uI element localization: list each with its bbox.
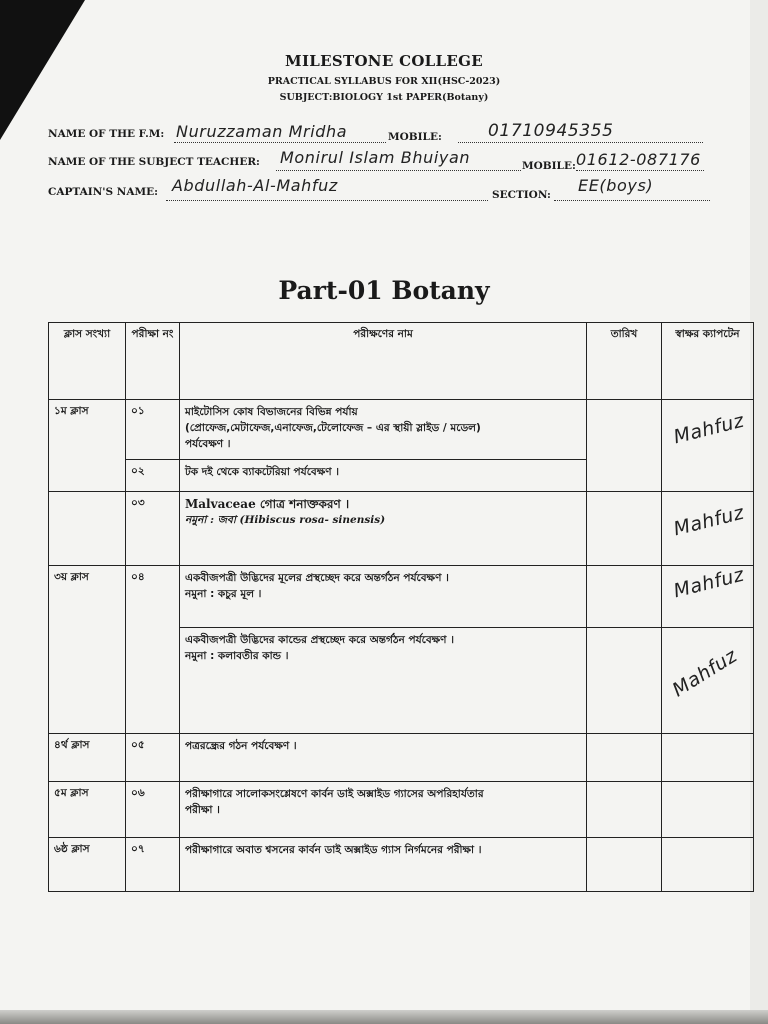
- exp-line: মাইটোসিস কোষ বিভাজনের বিভিন্ন পর্যায়: [185, 406, 358, 418]
- exp-line: পরীক্ষাগারে অবাত শ্বসনের কার্বন ডাই অক্সাইড গ্যাস নির্গমনের পরীক্ষা ।: [185, 844, 482, 856]
- exp-line: একবীজপত্রী উদ্ভিদের কান্ডের প্রস্থচ্ছেদ করে অন্তর্গঠন পর্যবেক্ষণ ।: [185, 634, 454, 646]
- syllabus-title: PRACTICAL SYLLABUS FOR XII(HSC-2023): [267, 76, 501, 87]
- header-class-no: ক্লাস সংখ্যা: [49, 323, 126, 400]
- sign-cell: [662, 400, 754, 492]
- sign-cell: [662, 734, 754, 782]
- exp-name-cell: [180, 734, 587, 782]
- part-title: Part-01 Botany: [278, 276, 490, 305]
- exp-line: পর্যবেক্ষণ ।: [185, 438, 231, 450]
- exp-line: পত্ররন্ধ্রের গঠন পর্যবেক্ষণ ।: [185, 740, 297, 752]
- college-name: MILESTONE COLLEGE: [285, 52, 483, 70]
- teacher-name: Monirul Islam Bhuiyan: [280, 148, 471, 167]
- captain-signature: Mahfuz: [668, 644, 742, 702]
- exp-no-cell: ০৬: [126, 782, 180, 838]
- subject-title: SUBJECT:BIOLOGY 1st PAPER(Botany): [279, 92, 489, 103]
- class-cell: ৩য় ক্লাস: [49, 566, 126, 734]
- table-row: [49, 734, 754, 782]
- bottom-shadow: [0, 1010, 768, 1024]
- exp-no-cell: ০৫: [126, 734, 180, 782]
- captain-name: Abdullah-Al-Mahfuz: [172, 176, 338, 195]
- class-cell: [49, 492, 126, 566]
- table-row: [49, 782, 754, 838]
- exp-no-cell: ০১: [126, 400, 180, 460]
- exp-no-cell: ০৭: [126, 838, 180, 892]
- exp-line: নমুনা : কলাবতীর কান্ড ।: [185, 650, 289, 662]
- exp-name-cell: [180, 492, 587, 566]
- exp-name-cell: [180, 782, 587, 838]
- exp-line: পরীক্ষা ।: [185, 804, 220, 816]
- sign-cell: [662, 628, 754, 734]
- date-cell: [587, 400, 662, 492]
- exp-name-cell: [180, 566, 587, 628]
- table-row: [49, 492, 754, 566]
- exp-no-cell: ০৩: [126, 492, 180, 566]
- captain-label: CAPTAIN'S NAME:: [48, 186, 158, 198]
- exp-line: টক দই থেকে ব্যাকটেরিয়া পর্যবেক্ষণ ।: [185, 466, 340, 478]
- exp-line: (প্রোফেজ,মেটাফেজ,এনাফেজ,টেলোফেজ – এর স্থায়ী স্লাইড / মডেল): [185, 422, 481, 434]
- date-cell: [587, 734, 662, 782]
- header-exp-no: পরীক্ষা নং: [126, 323, 180, 400]
- fm-mobile: 01710945355: [488, 121, 614, 141]
- section-value: EE(boys): [578, 176, 654, 195]
- exp-name-cell: [180, 400, 587, 460]
- captain-signature: Mahfuz: [671, 409, 747, 449]
- header-date: তারিখ: [587, 323, 662, 400]
- exp-name-cell: [180, 838, 587, 892]
- table-row: [49, 566, 754, 628]
- date-cell: [587, 492, 662, 566]
- corner-shadow: [0, 0, 85, 140]
- captain-signature: Mahfuz: [671, 501, 747, 541]
- fm-mobile-label: MOBILE:: [388, 131, 442, 143]
- exp-line: Malvaceae গোত্র শনাক্তকরণ ।: [185, 497, 350, 511]
- teacher-label: NAME OF THE SUBJECT TEACHER:: [48, 156, 260, 168]
- class-cell: ৬ষ্ঠ ক্লাস: [49, 838, 126, 892]
- exp-line: নমুনা : জবা (Hibiscus rosa- sinensis): [185, 514, 386, 526]
- date-cell: [587, 628, 662, 734]
- header-exp-name: পরীক্ষণের নাম: [180, 323, 587, 400]
- sign-cell: [662, 782, 754, 838]
- exp-name-cell: [180, 460, 587, 492]
- table-row: [49, 400, 754, 460]
- table-row: [49, 838, 754, 892]
- exp-name-cell: [180, 628, 587, 734]
- teacher-mobile-label: MOBILE:: [522, 160, 576, 172]
- sign-cell: [662, 563, 754, 628]
- date-cell: [587, 566, 662, 628]
- exp-no-cell: ০২: [126, 460, 180, 492]
- class-cell: ৪র্থ ক্লাস: [49, 734, 126, 782]
- class-cell: ১ম ক্লাস: [49, 400, 126, 492]
- exp-line: নমুনা : কচুর মূল ।: [185, 588, 262, 600]
- exp-line: পরীক্ষাগারে সালোকসংশ্লেষণে কার্বন ডাই অক্সাইড গ্যাসের অপরিহার্যতার: [185, 788, 484, 800]
- captain-signature: Mahfuz: [671, 563, 747, 603]
- date-cell: [587, 782, 662, 838]
- date-cell: [587, 838, 662, 892]
- fm-label: NAME OF THE F.M:: [48, 128, 165, 140]
- fm-name: Nuruzzaman Mridha: [176, 122, 348, 141]
- class-cell: ৫ম ক্লাস: [49, 782, 126, 838]
- header-sign: স্বাক্ষর ক্যাপটেন: [662, 323, 754, 400]
- syllabus-table: [48, 322, 754, 892]
- table-header-row: [49, 323, 754, 400]
- sign-cell: [662, 492, 754, 566]
- teacher-mobile: 01612-087176: [576, 150, 701, 169]
- exp-line: একবীজপত্রী উদ্ভিদের মূলের প্রস্থচ্ছেদ করে অন্তর্গঠন পর্যবেক্ষণ ।: [185, 572, 449, 584]
- sign-cell: [662, 838, 754, 892]
- exp-no-cell: ০৪: [126, 566, 180, 734]
- section-label: SECTION:: [492, 189, 551, 201]
